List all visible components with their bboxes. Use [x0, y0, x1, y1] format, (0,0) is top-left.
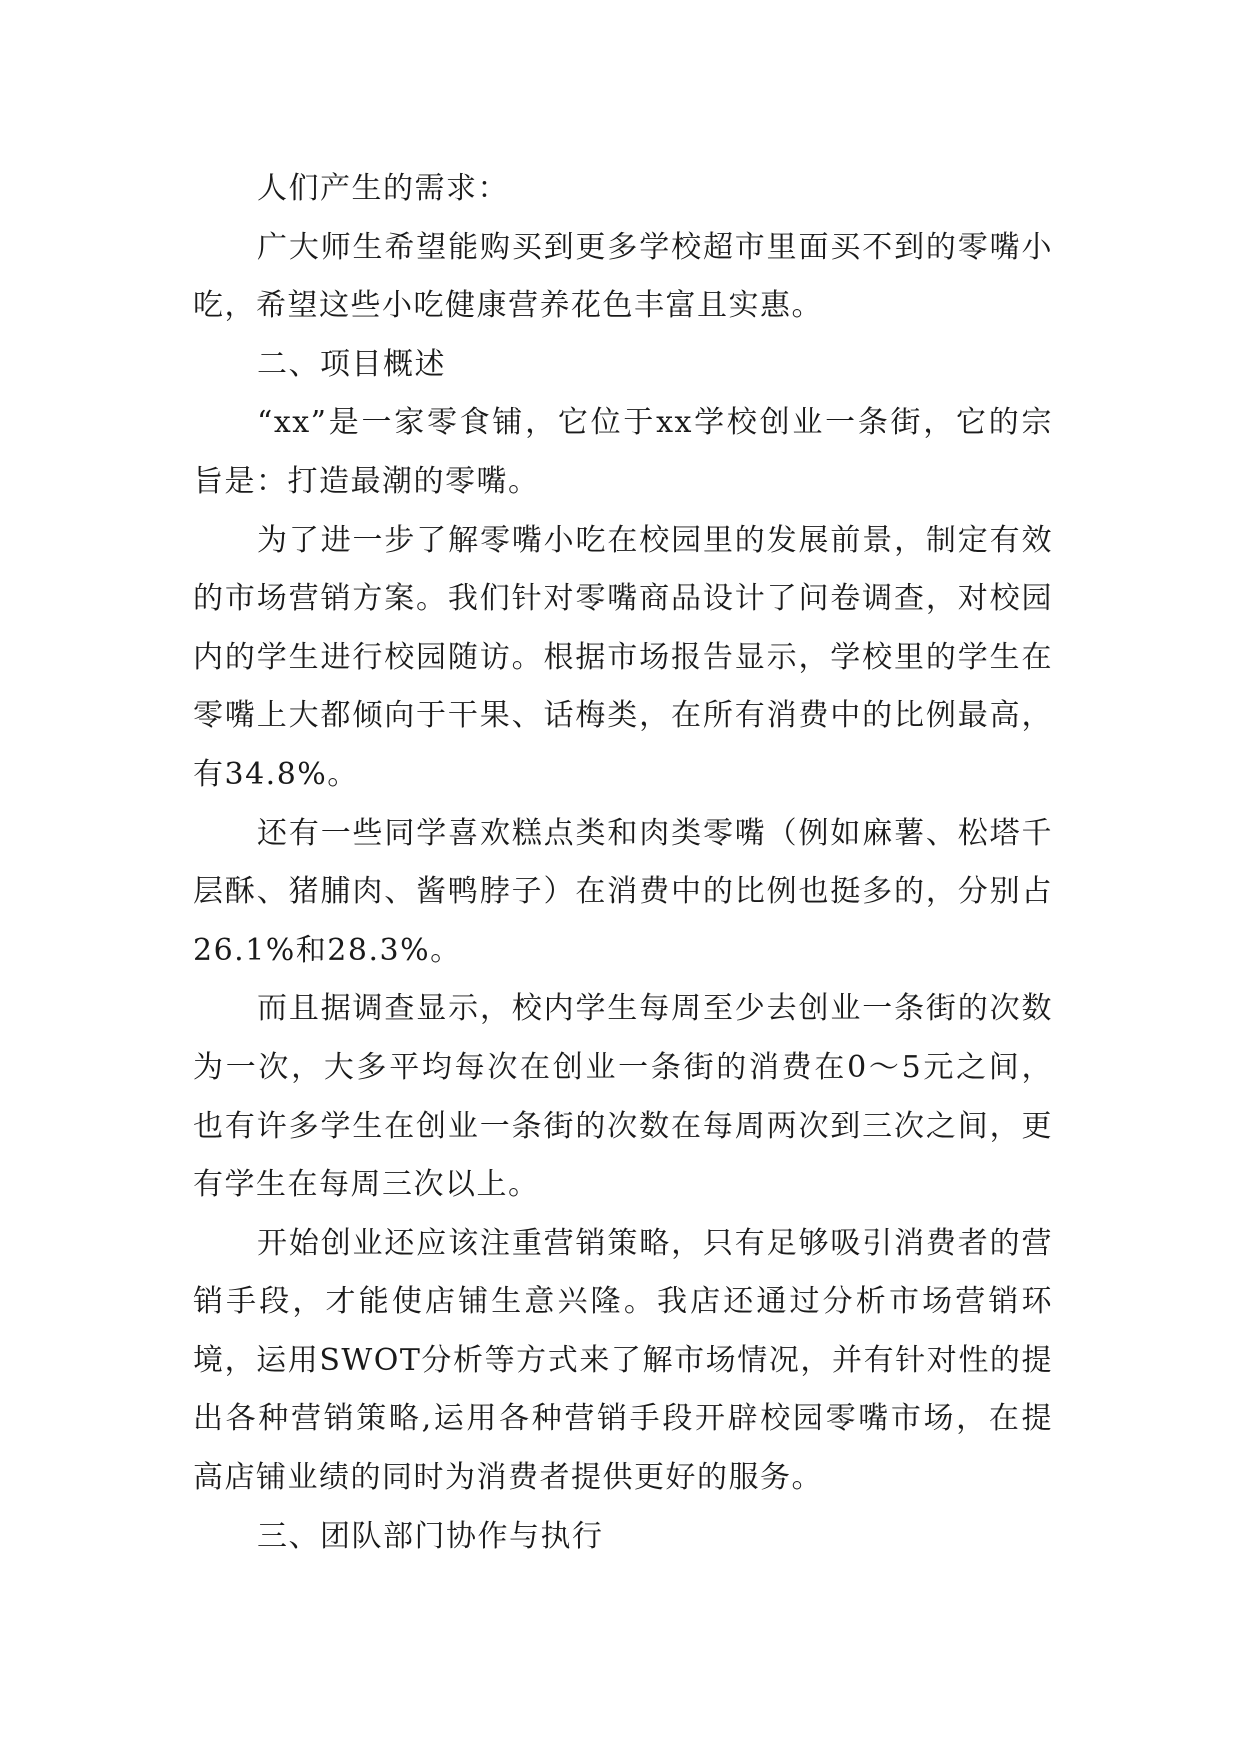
paragraph-market-survey: 为了进一步了解零嘴小吃在校园里的发展前景，制定有效的市场营销方案。我们针对零嘴商品设计了问卷调查，对校园内的学生进行校园随访。根据市场报告显示，学校里的学生在零嘴上大都倾向于干果、话梅类，在所有消费中的比例最高，有34.8%。: [193, 522, 1053, 792]
paragraph-marketing-strategy: 开始创业还应该注重营销策略，只有足够吸引消费者的营销手段，才能使店铺生意兴隆。我店还通过分析市场营销环境，运用SWOT分析等方式来了解市场情况，并有针对性的提出各种营销策略,运用各种营销手段开辟校园零嘴市场，在提高店铺业绩的同时为消费者提供更好的服务。: [193, 1225, 1053, 1496]
paragraph-shop-intro: “xx”是一家零食铺，它位于xx学校创业一条街，它的宗旨是：打造最潮的零嘴。: [193, 405, 1053, 499]
paragraph-visit-frequency: 而且据调查显示，校内学生每周至少去创业一条街的次数为一次，大多平均每次在创业一条街的消费在0～5元之间，也有许多学生在创业一条街的次数在每周两次到三次之间，更有学生在每周三次以上。: [193, 991, 1053, 1203]
paragraph-needs-heading: 人们产生的需求：: [257, 171, 509, 206]
document-body: [193, 160, 1053, 1566]
paragraph-snack-preferences: 还有一些同学喜欢糕点类和肉类零嘴（例如麻薯、松塔千层酥、猪脯肉、酱鸭脖子）在消费中的比例也挺多的，分别占26.1%和28.3%。: [193, 815, 1053, 968]
paragraph-needs-description: 广大师生希望能购买到更多学校超市里面买不到的零嘴小吃，希望这些小吃健康营养花色丰富且实惠。: [193, 229, 1053, 324]
section-heading-project-overview: 二、项目概述: [257, 346, 446, 382]
section-heading-team-collaboration: 三、团队部门协作与执行: [257, 1518, 604, 1554]
